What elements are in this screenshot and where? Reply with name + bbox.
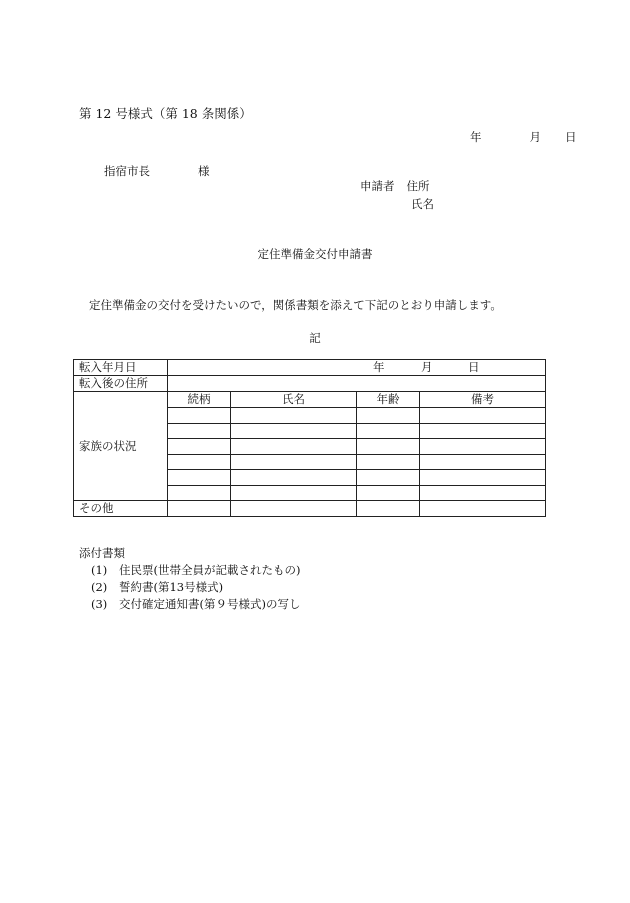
other-cell[interactable]	[420, 501, 546, 517]
attachment-item	[91, 579, 300, 596]
family-cell[interactable]	[357, 439, 420, 455]
attachments-title: 添付書類	[79, 546, 125, 560]
family-cell[interactable]	[420, 439, 546, 455]
attachment-item	[91, 596, 300, 613]
other-cell[interactable]	[168, 501, 231, 517]
applicant-address-label: 住所	[406, 179, 430, 193]
family-cell[interactable]	[231, 408, 357, 424]
family-cell[interactable]	[420, 470, 546, 486]
movein-month: 月	[421, 360, 433, 374]
movein-date-field[interactable]	[168, 360, 546, 376]
applicant-name-label: 氏名	[411, 197, 434, 211]
date-year: 年	[470, 130, 482, 144]
form-number: 第 12 号様式（第 18 条関係）	[79, 106, 252, 121]
movein-day: 日	[468, 360, 480, 374]
movein-date-row	[74, 360, 546, 376]
addressee	[104, 163, 210, 179]
family-header-remarks: 備考	[420, 392, 546, 408]
document-title: 定住準備金交付申請書	[257, 247, 373, 261]
attachment-number: (2)	[91, 580, 108, 594]
family-cell[interactable]	[231, 454, 357, 470]
family-cell[interactable]	[420, 454, 546, 470]
family-cell[interactable]	[168, 423, 231, 439]
applicant-block	[360, 178, 430, 194]
family-cell[interactable]	[420, 423, 546, 439]
address-after-row	[74, 376, 546, 392]
other-label: その他	[74, 501, 168, 517]
family-header-relation: 続柄	[168, 392, 231, 408]
family-cell[interactable]	[357, 408, 420, 424]
attachment-text: 住民票(世帯全員が記載されたもの)	[119, 563, 301, 577]
family-cell[interactable]	[168, 470, 231, 486]
family-cell[interactable]	[231, 485, 357, 501]
application-table	[73, 359, 546, 517]
family-cell[interactable]	[357, 470, 420, 486]
family-header-row	[74, 392, 546, 408]
family-cell[interactable]	[168, 485, 231, 501]
family-cell[interactable]	[231, 423, 357, 439]
ki-heading: 記	[309, 331, 321, 345]
family-cell[interactable]	[357, 454, 420, 470]
family-cell[interactable]	[168, 454, 231, 470]
attachment-number: (1)	[91, 563, 108, 577]
address-after-label: 転入後の住所	[74, 376, 168, 392]
movein-year: 年	[373, 360, 385, 374]
addressee-name: 指宿市長	[104, 164, 150, 178]
attachment-text: 誓約書(第13号様式)	[119, 580, 224, 594]
addressee-honorific: 様	[198, 164, 210, 178]
family-cell[interactable]	[168, 439, 231, 455]
family-cell[interactable]	[357, 423, 420, 439]
applicant-label: 申請者	[360, 179, 395, 193]
date-month: 月	[529, 130, 541, 144]
date-day: 日	[565, 130, 577, 144]
family-cell[interactable]	[420, 485, 546, 501]
attachments-list	[91, 562, 300, 613]
family-cell[interactable]	[168, 408, 231, 424]
family-label: 家族の状況	[74, 392, 168, 501]
application-date	[470, 129, 577, 145]
family-header-age: 年齢	[357, 392, 420, 408]
address-after-field[interactable]	[168, 376, 546, 392]
body-text: 定住準備金の交付を受けたいので，関係書類を添えて下記のとおり申請します。	[89, 298, 502, 312]
family-cell[interactable]	[357, 485, 420, 501]
family-cell[interactable]	[231, 470, 357, 486]
other-cell[interactable]	[357, 501, 420, 517]
family-cell[interactable]	[231, 439, 357, 455]
attachment-number: (3)	[91, 597, 108, 611]
other-row	[74, 501, 546, 517]
attachment-item	[91, 562, 300, 579]
movein-date-label: 転入年月日	[74, 360, 168, 376]
other-cell[interactable]	[231, 501, 357, 517]
attachment-text: 交付確定通知書(第９号様式)の写し	[119, 597, 301, 611]
family-header-name: 氏名	[231, 392, 357, 408]
family-cell[interactable]	[420, 408, 546, 424]
